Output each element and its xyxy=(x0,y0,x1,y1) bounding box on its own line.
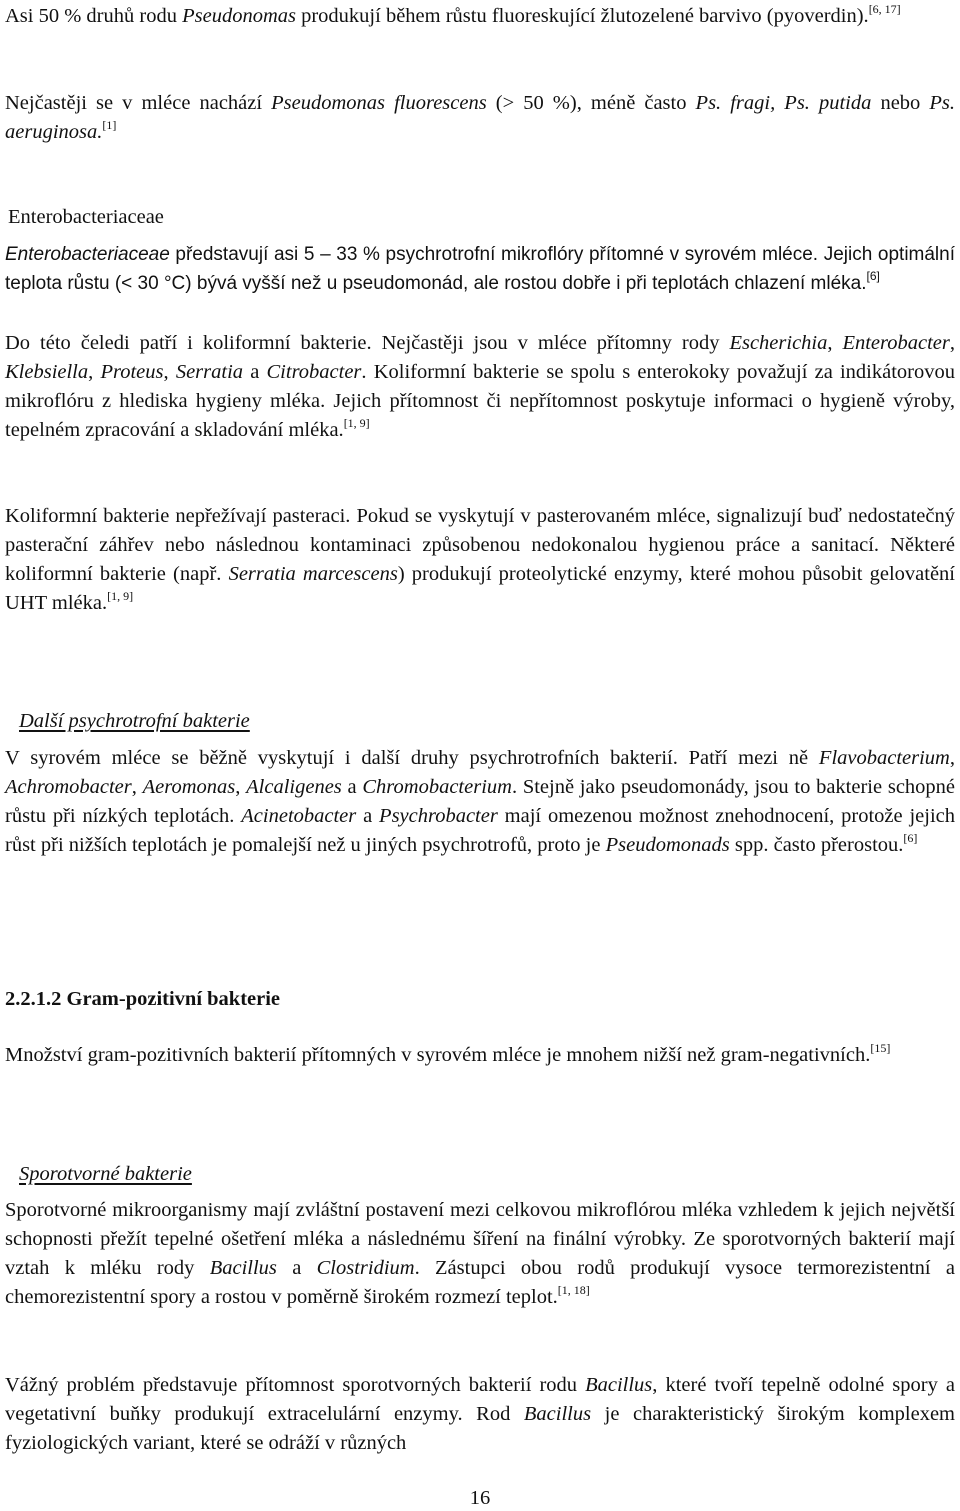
italic-text: Pseudonomas xyxy=(182,5,296,27)
text-run: Vážný problém představuje přítomnost sporotvorných bakterií rodu xyxy=(5,1374,586,1396)
text-run: , xyxy=(949,332,955,354)
italic-text: Enterobacteriaceae xyxy=(5,244,170,265)
text-run: a xyxy=(243,361,267,383)
italic-text: Pseudomonads xyxy=(605,834,730,856)
text-run: Asi 50 % druhů rodu xyxy=(5,5,183,27)
text-run: . Koliformní bakterie se spolu s enterokoky považují za indikátorovou mikroflóru z hlediska hygieny mléka. Jejich přítomnost či nepřítomnost poskytuje informaci o hygieně výroby, tepelném zpracování a skladování mléka. xyxy=(5,361,956,441)
text-run: , které tvoří tepelně odolné spory a vegetativní buňky produkují extracelulární enzymy. Rod xyxy=(5,1374,956,1425)
text-run: Do této čeledi patří i koliformní bakterie. Nejčastěji jsou v mléce přítomny rody xyxy=(5,332,730,354)
italic-text: Enterobacter xyxy=(842,332,950,354)
italic-text: Bacillus xyxy=(209,1257,277,1279)
text-run: , xyxy=(88,361,101,383)
para-enterobacteriaceae xyxy=(5,240,955,298)
text-run: , xyxy=(235,776,247,798)
text-run: nebo xyxy=(871,92,930,114)
text-run: V syrovém mléce se běžně vyskytují i další druhy psychrotrofních bakterií. Patří mezi ně xyxy=(5,747,819,769)
citation-ref: [6] xyxy=(903,831,918,845)
para-gram xyxy=(5,1041,955,1070)
italic-text: Pseudomonas fluorescens xyxy=(271,92,487,114)
italic-text: Chromobacterium xyxy=(362,776,512,798)
citation-ref: [1, 18] xyxy=(557,1283,590,1297)
text-run: , xyxy=(163,361,176,383)
text-run: spp. často přerostou. xyxy=(729,834,904,856)
text-run: představují asi 5 – 33 % psychrotrofní mikroflóry přítomné v syrovém mléce. Jejich optimální teplota růstu (< 30 °C) bývá vyšší než u pseudomonád, ale rostou dobře i při teplotách chlazení mléka. xyxy=(5,244,955,294)
para-bacillus xyxy=(5,1371,955,1458)
text-run: . Zástupci obou rodů produkují vysoce termorezistentní a chemorezistentní spory a rostou v poměrně širokém rozmezí teplot. xyxy=(5,1257,955,1308)
para-koliformni xyxy=(5,329,955,445)
text-run: mají omezenou možnost znehodnocení, protože jejich růst při nižších teplotách je pomalejší než u jiných psychrotrofů, proto je xyxy=(5,805,955,856)
heading-gram: 2.2.1.2 Gram-pozitivní bakterie xyxy=(5,988,281,1010)
citation-ref: [6] xyxy=(866,269,880,283)
text-run: , xyxy=(131,776,143,798)
italic-text: Alcaligenes xyxy=(246,776,342,798)
citation-ref: [1, 9] xyxy=(343,416,370,430)
text-run: (> 50 %), méně často xyxy=(486,92,696,114)
text-run: Sporotvorné mikroorganismy mají zvláštní postavení mezi celkovou mikroflórou mléka vzhledem k jejich největší schopnosti přežít tepelné ošetření mléka a následnému šíření na finální výrobky. Ze sporotvorných bakterií mají vztah k mléku rody xyxy=(5,1199,955,1279)
text-run: Množství gram-pozitivních bakterií přítomných v syrovém mléce je mnohem nižší než gram-negativních. xyxy=(5,1044,871,1066)
page-number: 16 xyxy=(469,1487,491,1509)
italic-text: Aeromonas xyxy=(142,776,236,798)
italic-text: Bacillus xyxy=(585,1374,653,1396)
italic-text: Flavobacterium xyxy=(818,747,950,769)
citation-ref: [1, 9] xyxy=(107,589,134,603)
italic-text: Psychrobacter xyxy=(379,805,498,827)
text-run: Koliformní bakterie nepřežívají pasteraci. Pokud se vyskytují v pasterovaném mléce, signalizují buď nedostatečný pasterační záhřev nebo následnou kontaminaci způsobenou nedokonalou hygienou práce a sanitací. Některé koliformní bakterie (např. xyxy=(5,505,955,585)
italic-text: Achromobacter xyxy=(5,776,132,798)
italic-text: Acinetobacter xyxy=(241,805,357,827)
heading-sporotvorne: Sporotvorné bakterie xyxy=(19,1163,192,1185)
citation-ref: [1] xyxy=(102,118,117,132)
text-run: a xyxy=(356,805,380,827)
italic-text: Klebsiella xyxy=(5,361,89,383)
italic-text: Proteus xyxy=(100,361,164,383)
para-sporotvorne xyxy=(5,1196,955,1312)
text-run: a xyxy=(341,776,363,798)
citation-ref: [15] xyxy=(870,1041,891,1055)
heading-dalsi: Další psychrotrofní bakterie xyxy=(19,710,250,732)
text-run: produkují během růstu fluoreskující žlutozelené barvivo (pyoverdin). xyxy=(295,5,869,27)
italic-text: Serratia marcescens xyxy=(228,563,398,585)
citation-ref: [6, 17] xyxy=(868,2,901,16)
para-pseudomonas-milk xyxy=(5,89,955,147)
text-run: , xyxy=(949,747,955,769)
text-run: . Stejně jako pseudomonády, jsou to bakterie schopné růstu při nízkých teplotách. xyxy=(5,776,956,827)
italic-text: Ps. aeruginosa. xyxy=(5,92,955,143)
text-run: , xyxy=(827,332,843,354)
italic-text: Serratia xyxy=(175,361,244,383)
italic-text: Ps. fragi, Ps. putida xyxy=(695,92,872,114)
heading-enterobacteriaceae: Enterobacteriaceae xyxy=(8,206,164,228)
italic-text: Citrobacter xyxy=(266,361,362,383)
text-run: Nejčastěji se v mléce nachází xyxy=(5,92,272,114)
text-run: je charakteristický širokým komplexem fyziologických variant, které se odráží v různých xyxy=(5,1403,955,1454)
italic-text: Bacillus xyxy=(523,1403,592,1425)
para-dalsi xyxy=(5,744,955,860)
para-pseudomonas-pigment xyxy=(5,2,955,31)
para-pasterace xyxy=(5,502,955,618)
italic-text: Clostridium xyxy=(316,1257,415,1279)
text-run: a xyxy=(276,1257,317,1279)
text-run: ) produkují proteolytické enzymy, které mohou působit gelovatění UHT mléka. xyxy=(5,563,956,614)
italic-text: Escherichia xyxy=(729,332,828,354)
